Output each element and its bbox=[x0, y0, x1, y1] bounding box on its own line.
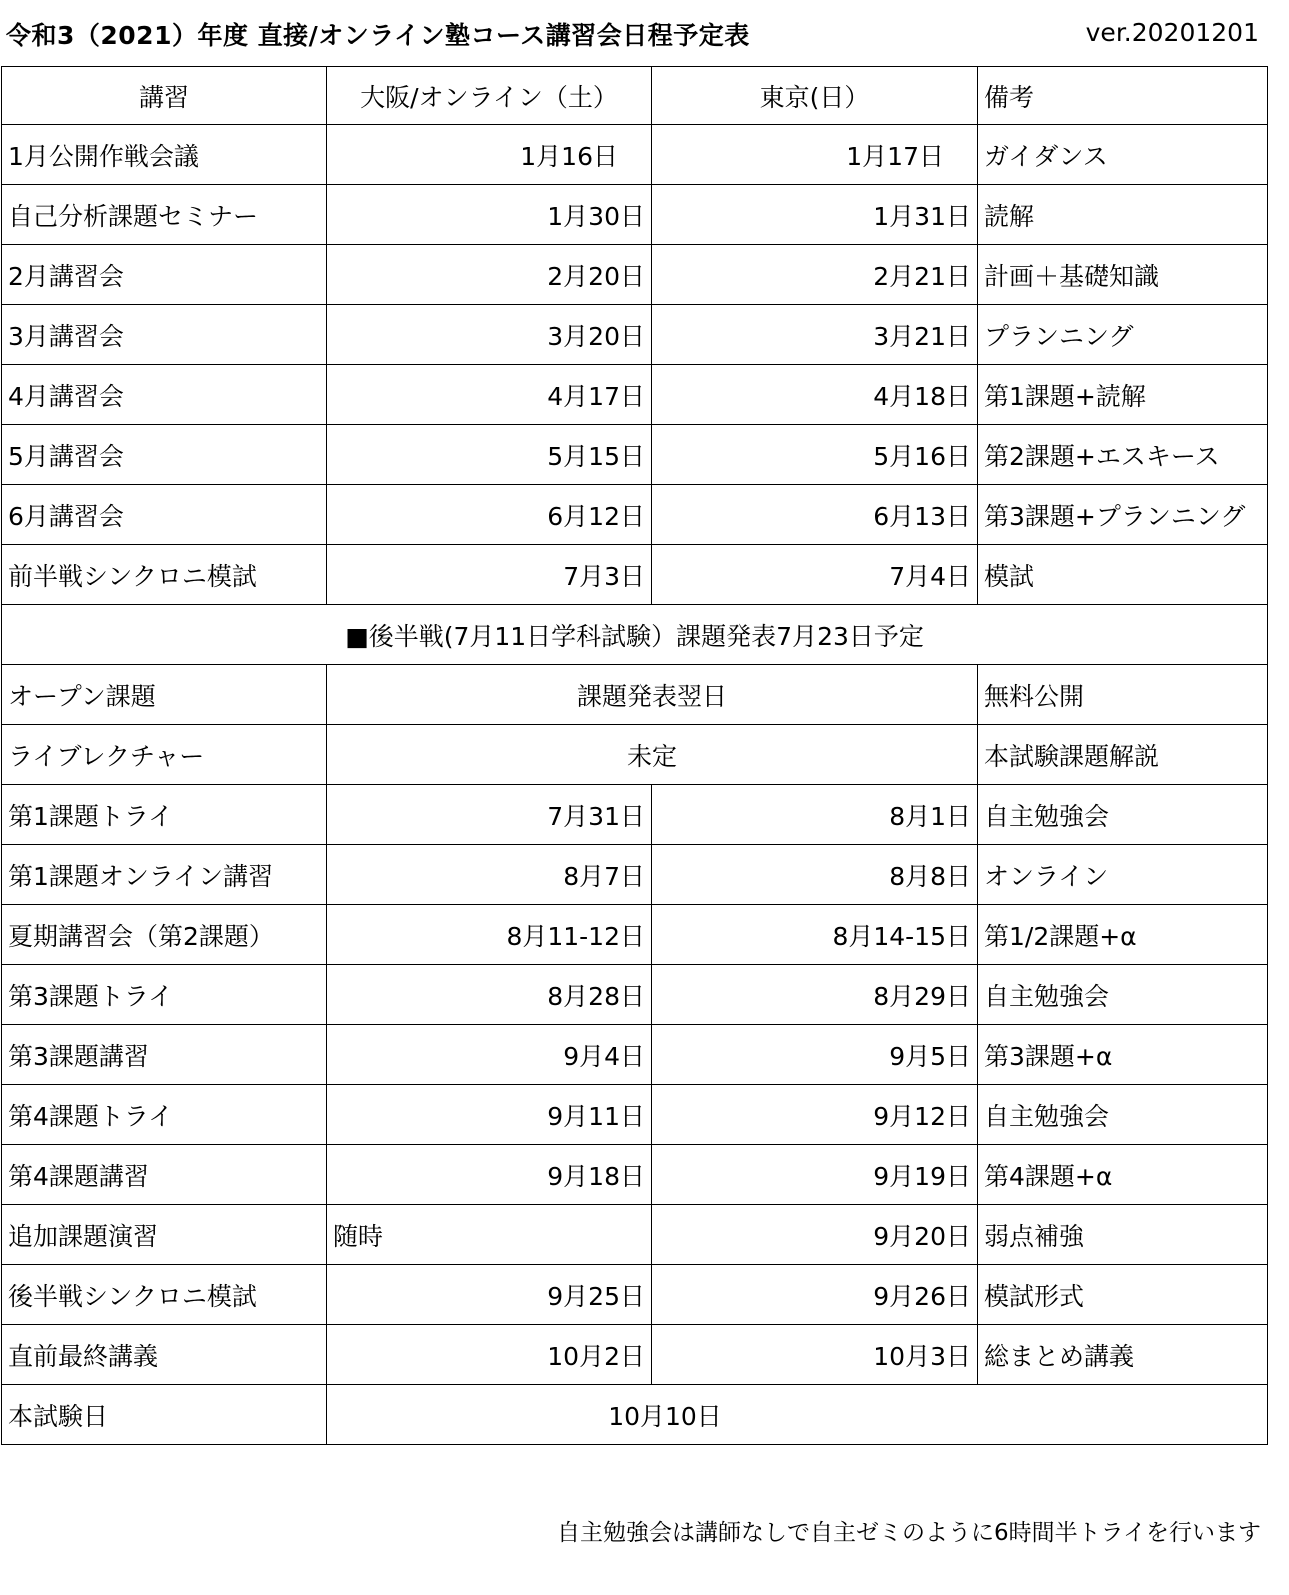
course-name: 3月講習会 bbox=[2, 305, 327, 365]
note: 本試験課題解説 bbox=[978, 725, 1268, 785]
osaka-date: 1月30日 bbox=[327, 185, 652, 245]
second-half-section-header: ■後半戦(7月11日学科試験）課題発表7月23日予定 bbox=[2, 605, 1268, 665]
column-header-tokyo: 東京(日） bbox=[652, 67, 978, 125]
table-row bbox=[2, 725, 1268, 785]
exam-date: 10月10日 bbox=[327, 1385, 1268, 1445]
course-name: 6月講習会 bbox=[2, 485, 327, 545]
tokyo-date: 9月19日 bbox=[652, 1145, 978, 1205]
tokyo-date: 9月20日 bbox=[652, 1205, 978, 1265]
osaka-date: 10月2日 bbox=[327, 1325, 652, 1385]
note: 自主勉強会 bbox=[978, 785, 1268, 845]
course-name: 第1課題オンライン講習 bbox=[2, 845, 327, 905]
tokyo-date: 8月14-15日 bbox=[652, 905, 978, 965]
course-name: 第1課題トライ bbox=[2, 785, 327, 845]
osaka-date: 2月20日 bbox=[327, 245, 652, 305]
osaka-date: 1月16日 bbox=[327, 125, 652, 185]
tokyo-date: 7月4日 bbox=[652, 545, 978, 605]
tokyo-date: 1月31日 bbox=[652, 185, 978, 245]
table-row bbox=[2, 125, 1268, 185]
course-name: 第3課題トライ bbox=[2, 965, 327, 1025]
course-name: 追加課題演習 bbox=[2, 1205, 327, 1265]
osaka-date: 9月4日 bbox=[327, 1025, 652, 1085]
column-header-notes: 備考 bbox=[978, 67, 1268, 125]
note: 第3課題+プランニング bbox=[978, 485, 1268, 545]
course-name: オープン課題 bbox=[2, 665, 327, 725]
version-label: ver.20201201 bbox=[1085, 18, 1259, 47]
table-row bbox=[2, 1205, 1268, 1265]
merged-date: 課題発表翌日 bbox=[327, 665, 978, 725]
note: 読解 bbox=[978, 185, 1268, 245]
table-row bbox=[2, 1145, 1268, 1205]
table-row bbox=[2, 425, 1268, 485]
column-header-course: 講習 bbox=[2, 67, 327, 125]
osaka-date: 9月25日 bbox=[327, 1265, 652, 1325]
table-row bbox=[2, 1385, 1268, 1445]
osaka-date: 8月7日 bbox=[327, 845, 652, 905]
course-name: 2月講習会 bbox=[2, 245, 327, 305]
table-row bbox=[2, 1325, 1268, 1385]
note: 第1/2課題+α bbox=[978, 905, 1268, 965]
tokyo-date: 9月26日 bbox=[652, 1265, 978, 1325]
tokyo-date: 9月5日 bbox=[652, 1025, 978, 1085]
note: 無料公開 bbox=[978, 665, 1268, 725]
note: 第2課題+エスキース bbox=[978, 425, 1268, 485]
table-row bbox=[2, 305, 1268, 365]
course-name: 直前最終講義 bbox=[2, 1325, 327, 1385]
course-name: ライブレクチャー bbox=[2, 725, 327, 785]
table-row bbox=[2, 1085, 1268, 1145]
osaka-date: 6月12日 bbox=[327, 485, 652, 545]
osaka-date: 4月17日 bbox=[327, 365, 652, 425]
course-name: 第4課題講習 bbox=[2, 1145, 327, 1205]
note: ガイダンス bbox=[978, 125, 1268, 185]
note: 第1課題+読解 bbox=[978, 365, 1268, 425]
osaka-date: 8月11-12日 bbox=[327, 905, 652, 965]
table-row bbox=[2, 365, 1268, 425]
tokyo-date: 5月16日 bbox=[652, 425, 978, 485]
tokyo-date: 3月21日 bbox=[652, 305, 978, 365]
note: 模試 bbox=[978, 545, 1268, 605]
note: 第4課題+α bbox=[978, 1145, 1268, 1205]
table-row bbox=[2, 965, 1268, 1025]
table-row bbox=[2, 905, 1268, 965]
table-row bbox=[2, 245, 1268, 305]
osaka-date: 5月15日 bbox=[327, 425, 652, 485]
note: 模試形式 bbox=[978, 1265, 1268, 1325]
note: プランニング bbox=[978, 305, 1268, 365]
table-header-row bbox=[2, 67, 1268, 125]
document-header bbox=[0, 0, 1289, 66]
osaka-date: 随時 bbox=[327, 1205, 652, 1265]
note: 計画＋基礎知識 bbox=[978, 245, 1268, 305]
column-header-osaka: 大阪/オンライン（土） bbox=[327, 67, 652, 125]
tokyo-date: 2月21日 bbox=[652, 245, 978, 305]
course-name: 夏期講習会（第2課題） bbox=[2, 905, 327, 965]
table-row bbox=[2, 545, 1268, 605]
osaka-date: 7月3日 bbox=[327, 545, 652, 605]
table-row bbox=[2, 185, 1268, 245]
table-row bbox=[2, 485, 1268, 545]
note: 自主勉強会 bbox=[978, 1085, 1268, 1145]
table-row bbox=[2, 1265, 1268, 1325]
osaka-date: 3月20日 bbox=[327, 305, 652, 365]
note: 総まとめ講義 bbox=[978, 1325, 1268, 1385]
page-title: 令和3（2021）年度 直接/オンライン塾コース講習会日程予定表 bbox=[6, 21, 750, 50]
section-header-row bbox=[2, 605, 1268, 665]
tokyo-date: 8月8日 bbox=[652, 845, 978, 905]
course-name: 第4課題トライ bbox=[2, 1085, 327, 1145]
course-name: 前半戦シンクロニ模試 bbox=[2, 545, 327, 605]
course-name: 1月公開作戦会議 bbox=[2, 125, 327, 185]
tokyo-date: 4月18日 bbox=[652, 365, 978, 425]
note: 自主勉強会 bbox=[978, 965, 1268, 1025]
tokyo-date: 8月29日 bbox=[652, 965, 978, 1025]
course-name: 本試験日 bbox=[2, 1385, 327, 1445]
note: 第3課題+α bbox=[978, 1025, 1268, 1085]
tokyo-date: 10月3日 bbox=[652, 1325, 978, 1385]
course-name: 後半戦シンクロニ模試 bbox=[2, 1265, 327, 1325]
course-name: 第3課題講習 bbox=[2, 1025, 327, 1085]
tokyo-date: 1月17日 bbox=[652, 125, 978, 185]
course-name: 4月講習会 bbox=[2, 365, 327, 425]
footnote: 自主勉強会は講師なしで自主ゼミのように6時間半トライを行います bbox=[557, 1520, 1261, 1546]
note: オンライン bbox=[978, 845, 1268, 905]
osaka-date: 8月28日 bbox=[327, 965, 652, 1025]
osaka-date: 7月31日 bbox=[327, 785, 652, 845]
osaka-date: 9月18日 bbox=[327, 1145, 652, 1205]
course-name: 5月講習会 bbox=[2, 425, 327, 485]
tokyo-date: 6月13日 bbox=[652, 485, 978, 545]
table-row bbox=[2, 665, 1268, 725]
table-row bbox=[2, 1025, 1268, 1085]
schedule-table bbox=[1, 66, 1268, 1445]
tokyo-date: 8月1日 bbox=[652, 785, 978, 845]
course-name: 自己分析課題セミナー bbox=[2, 185, 327, 245]
osaka-date: 9月11日 bbox=[327, 1085, 652, 1145]
tokyo-date: 9月12日 bbox=[652, 1085, 978, 1145]
table-row bbox=[2, 785, 1268, 845]
table-row bbox=[2, 845, 1268, 905]
merged-date: 未定 bbox=[327, 725, 978, 785]
note: 弱点補強 bbox=[978, 1205, 1268, 1265]
